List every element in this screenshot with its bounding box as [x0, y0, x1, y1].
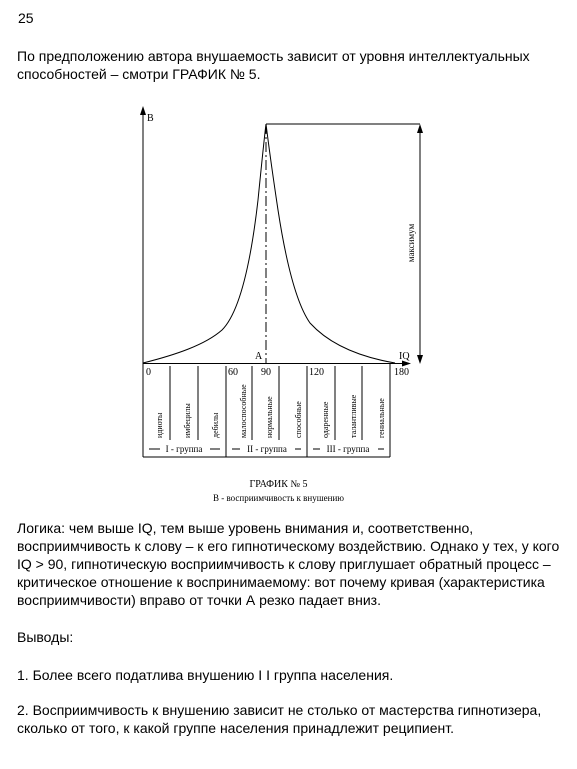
- conclusion-2: 2. Восприимчивость к внушению зависит не столько от мастерства гипнотизера, сколько от того, к какой группе населения принадлежит реципиент.: [17, 702, 542, 736]
- category-low-ability: малоспособные: [239, 384, 248, 438]
- logic-paragraph: Логика: чем выше IQ, тем выше уровень внимания и, соответственно, восприимчивость к слову – к его гипнотическому воздействию. Однако у тех, у кого IQ > 90, гипнотическую восприимчивость к слову приглушает обратный процесс – критическое отношение к воспринимаемому: вот почему кривая (характеристика восприимчивости) вправо от точки А резко падает вниз.: [17, 520, 560, 608]
- group-2-label: II - группа: [247, 444, 287, 454]
- category-morons: дебилы: [211, 412, 220, 438]
- figure-caption-subtitle: В - восприимчивость к внушению: [212, 493, 345, 503]
- conclusions-heading: Выводы:: [17, 629, 74, 645]
- category-normal: нормальные: [265, 396, 274, 438]
- maximum-label: максимум: [406, 223, 416, 263]
- category-gifted: одаренные: [321, 401, 330, 438]
- y-axis-arrow: [140, 106, 146, 115]
- category-genius: гениальные: [377, 398, 386, 438]
- y-axis-label: В: [147, 113, 154, 124]
- iq-tick-120: 120: [309, 367, 324, 378]
- iq-tick-90: 90: [261, 367, 271, 378]
- iq-tick-180: 180: [394, 367, 409, 378]
- peak-point-label: А: [255, 351, 263, 362]
- category-capable: способные: [294, 401, 303, 438]
- iq-tick-60: 60: [228, 367, 238, 378]
- page-number: 25: [18, 10, 34, 26]
- intro-paragraph: По предположению автора внушаемость зависит от уровня интеллектуальных способностей – смотри ГРАФИК № 5.: [17, 48, 530, 82]
- maximum-arrow-bottom: [417, 355, 423, 364]
- x-axis-end-label: IQ: [399, 351, 410, 362]
- group-3-label: III - группа: [326, 444, 370, 454]
- category-idiots: идиоты: [155, 412, 164, 438]
- suggestibility-curve: [143, 124, 395, 363]
- group-1-label: I - группа: [165, 444, 203, 454]
- iq-tick-0: 0: [146, 367, 151, 378]
- maximum-arrow-top: [417, 124, 423, 133]
- category-imbeciles: имбецилы: [183, 403, 192, 438]
- conclusion-1: 1. Более всего податлива внушению I I группа населения.: [17, 667, 394, 683]
- category-talented: талантливые: [349, 394, 358, 438]
- figure-caption-title: ГРАФИК № 5: [249, 479, 308, 490]
